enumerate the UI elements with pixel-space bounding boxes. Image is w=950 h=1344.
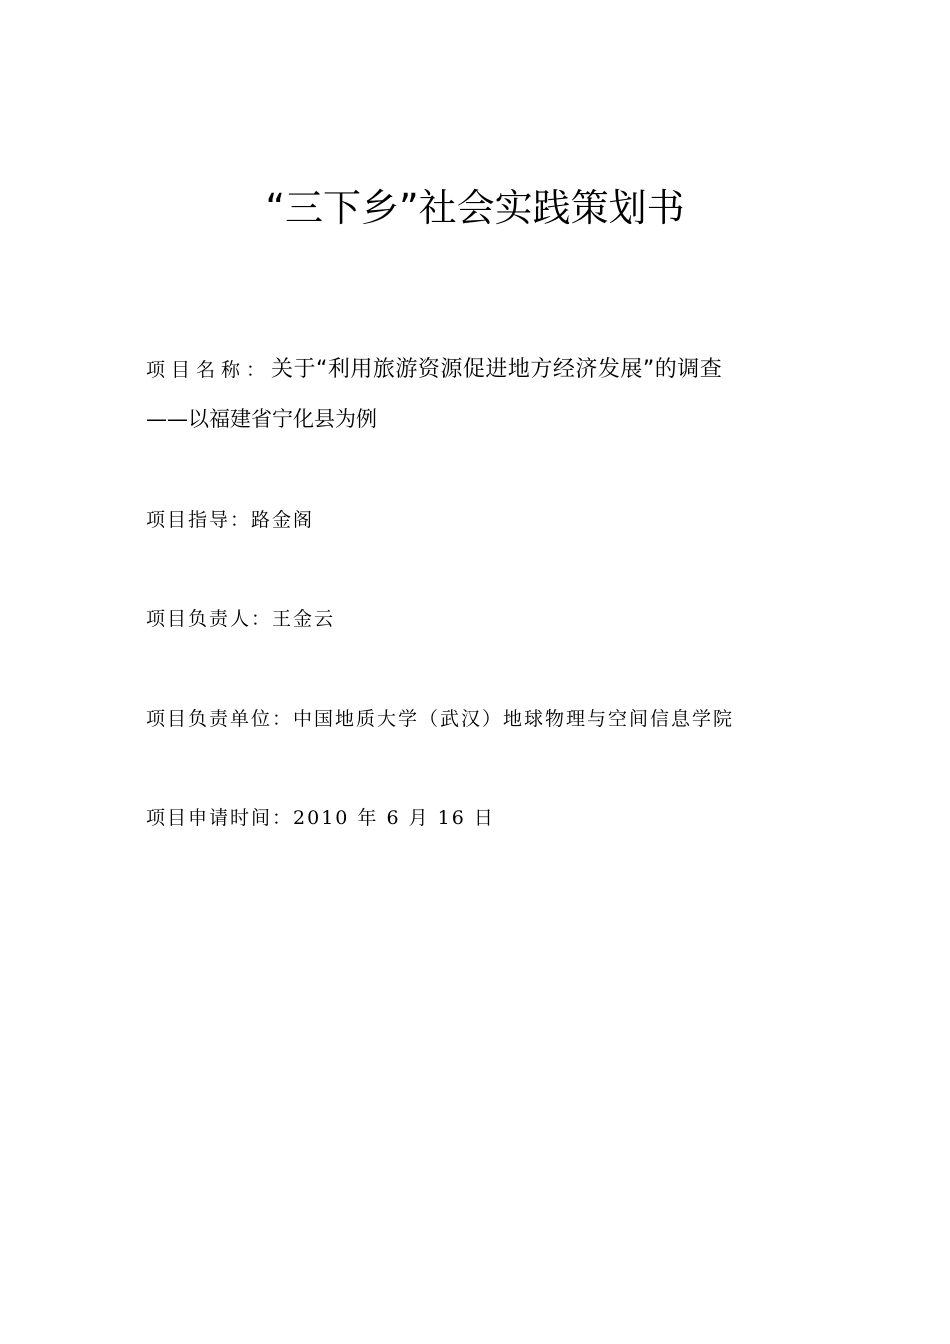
date-label: 项目申请时间： bbox=[146, 807, 294, 829]
advisor-value: 路金阁 bbox=[251, 509, 315, 531]
advisor-label: 项目指导： bbox=[146, 509, 252, 531]
unit-line bbox=[146, 705, 734, 733]
project-name-subtitle: ——以福建省宁化县为例 bbox=[146, 407, 377, 431]
date-value: 2010 年 6 月 16 日 bbox=[293, 807, 495, 829]
project-name-label: 项目名称： bbox=[146, 359, 272, 381]
document-title: “三下乡”社会实践策划书 bbox=[265, 186, 685, 230]
project-name-value: 关于“利用旅游资源促进地方经济发展”的调查 bbox=[271, 357, 723, 382]
date-line bbox=[146, 804, 495, 832]
leader-line bbox=[146, 605, 335, 633]
leader-value: 王金云 bbox=[272, 608, 336, 630]
unit-value: 中国地质大学（武汉）地球物理与空间信息学院 bbox=[293, 708, 735, 730]
advisor-line bbox=[146, 506, 314, 534]
leader-label: 项目负责人： bbox=[146, 608, 273, 630]
unit-label: 项目负责单位： bbox=[146, 708, 294, 730]
project-name-line bbox=[146, 354, 722, 388]
